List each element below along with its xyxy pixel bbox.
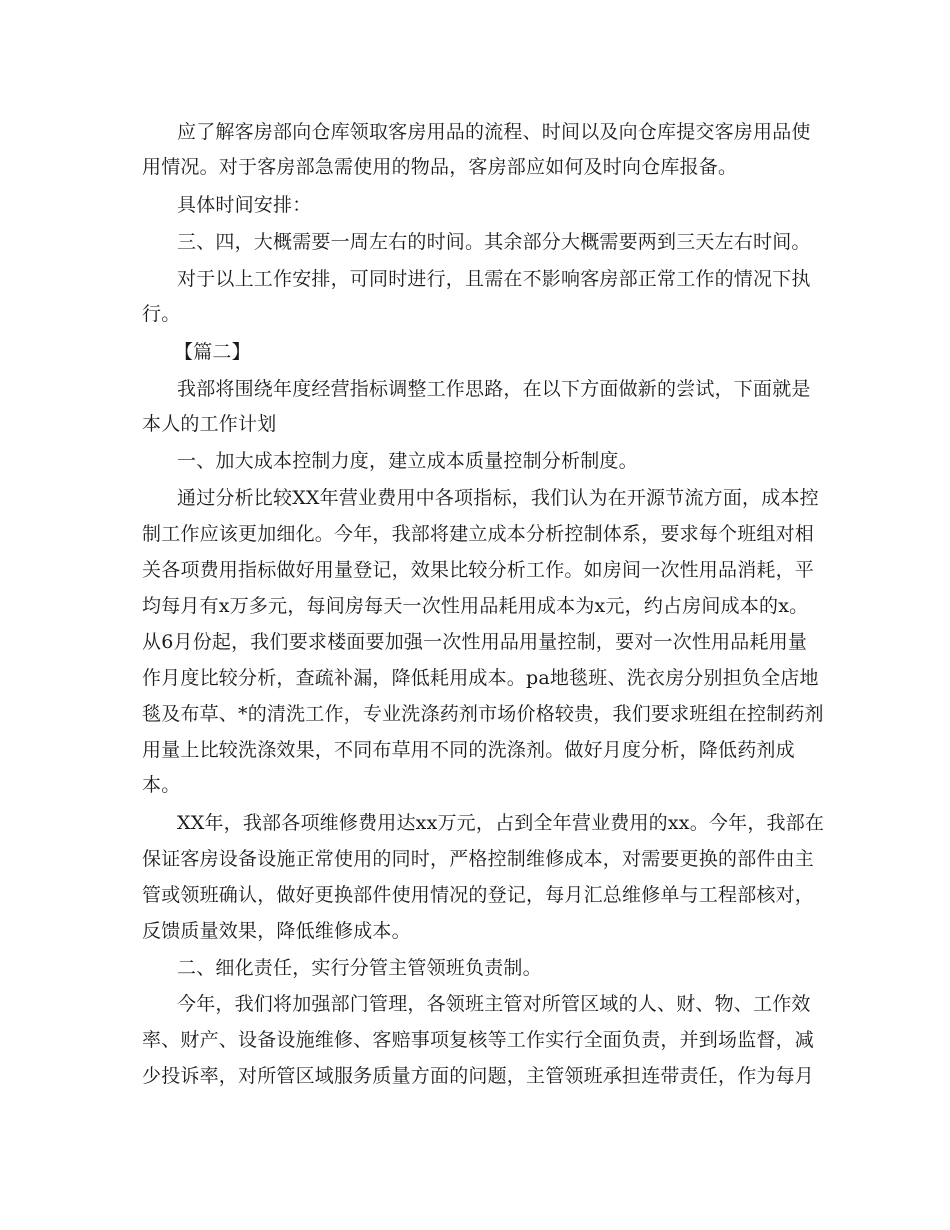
paragraph-line: 用情况。对于客房部急需使用的物品，客房部应如何及时向仓库报备。 <box>142 156 738 178</box>
paragraph-line: 制工作应该更加细化。今年，我部将建立成本分析控制体系，要求每个班组对相 <box>142 523 815 545</box>
paragraph-line: 率、财产、设备设施维修、客赔事项复核等工作实行全面负责，并到场监督，减 <box>142 1029 815 1051</box>
paragraph-line: 均每月有x万多元，每间房每天一次性用品耗用成本为x元，约占房间成本的x。 <box>142 595 809 617</box>
paragraph-line: 通过分析比较XX年营业费用中各项指标，我们认为在开源节流方面，成本控 <box>177 487 819 509</box>
paragraph-line: 作月度比较分析，查疏补漏，降低耗用成本。pa地毯班、洗衣房分别担负全店地 <box>142 667 819 689</box>
paragraph-line: 行。 <box>142 303 181 325</box>
paragraph-line: XX年，我部各项维修费用达xx万元，占到全年营业费用的xx。今年，我部在 <box>177 812 825 834</box>
paragraph-line: 反馈质量效果，降低维修成本。 <box>142 920 411 942</box>
paragraph-line: 毯及布草、*的清洗工作，专业洗涤药剂市场价格较贵，我们要求班组在控制药剂 <box>142 703 824 725</box>
paragraph-line: 本。 <box>142 774 181 796</box>
paragraph-line: 我部将围绕年度经营指标调整工作思路，在以下方面做新的尝试，下面就是 <box>177 378 811 400</box>
paragraph-line: 三、四，大概需要一周左右的时间。其余部分大概需要两到三天左右时间。 <box>177 231 811 253</box>
paragraph-line: 一、加大成本控制力度，建立成本质量控制分析制度。 <box>177 450 638 472</box>
paragraph-line: 少投诉率，对所管区域服务质量方面的问题，主管领班承担连带责任，作为每月 <box>142 1065 815 1087</box>
paragraph-line: 管或领班确认，做好更换部件使用情况的登记，每月汇总维修单与工程部核对， <box>142 884 815 906</box>
paragraph-line: 二、细化责任，实行分管主管领班负责制。 <box>177 957 542 979</box>
paragraph-line: 应了解客房部向仓库领取客房用品的流程、时间以及向仓库提交客房用品使 <box>177 121 811 143</box>
paragraph-line: 关各项费用指标做好用量登记，效果比较分析工作。如房间一次性用品消耗，平 <box>142 559 815 581</box>
paragraph-line: 本人的工作计划 <box>142 413 277 435</box>
paragraph-line: 今年，我们将加强部门管理，各领班主管对所管区域的人、财、物、工作效 <box>177 993 811 1015</box>
section-heading: 【篇二】 <box>174 341 251 363</box>
paragraph-line: 用量上比较洗涤效果，不同布草用不同的洗涤剂。做好月度分析，降低药剂成 <box>142 739 795 761</box>
paragraph-line: 具体时间安排： <box>177 194 312 216</box>
paragraph-line: 从6月份起，我们要求楼面要加强一次性用品用量控制，要对一次性用品耗用量 <box>142 631 808 653</box>
paragraph-line: 对于以上工作安排，可同时进行，且需在不影响客房部正常工作的情况下执 <box>177 268 811 290</box>
paragraph-line: 保证客房设备设施正常使用的同时，严格控制维修成本，对需要更换的部件由主 <box>142 848 815 870</box>
